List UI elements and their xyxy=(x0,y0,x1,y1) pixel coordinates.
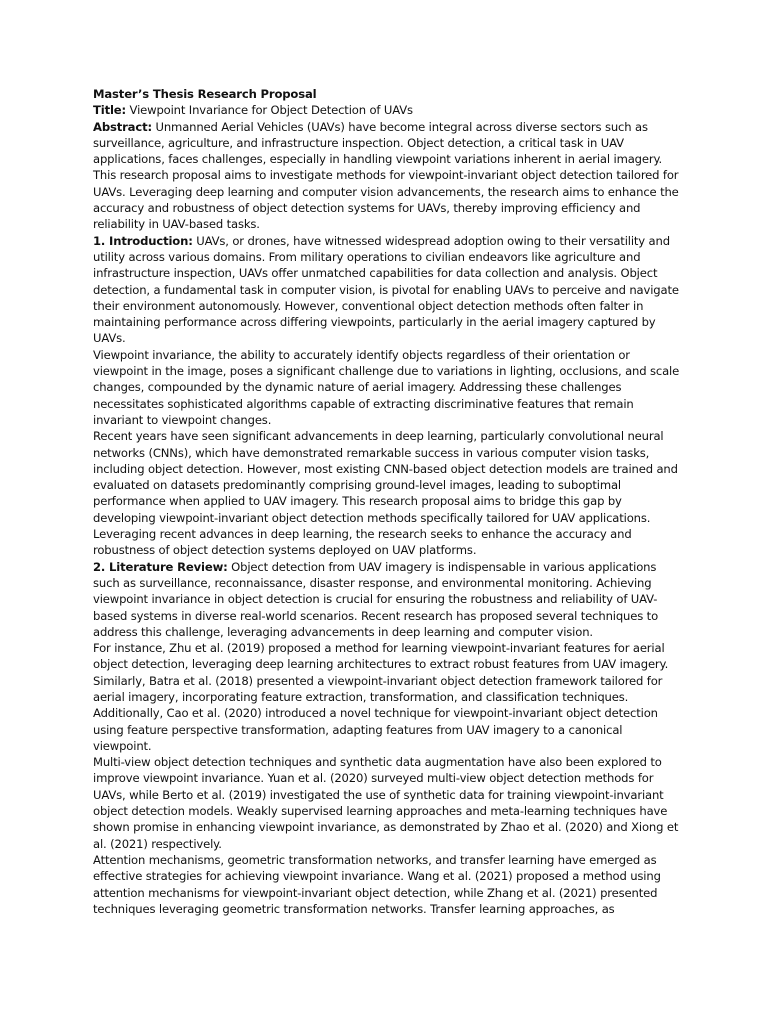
title-text: Viewpoint Invariance for Object Detection of UAVs xyxy=(129,103,413,118)
literature-paragraph-1 xyxy=(93,559,681,640)
abstract-paragraph xyxy=(93,119,681,233)
literature-text-1: Object detection from UAV imagery is indispensable in various applications such as surveillance, reconnaissance, disaster response, and environmental monitoring. Achieving viewpoint invariance in object detection is crucial for ensuring the robustness and reliability of UAV-based systems in diverse real-world scenarios. Recent research has proposed several techniques to address this challenge, leveraging advancements in deep learning and computer vision. xyxy=(93,559,659,639)
literature-paragraph-3: Multi-view object detection techniques and synthetic data augmentation have also been explored to improve viewpoint invariance. Yuan et al. (2020) surveyed multi-view object detection methods for UAVs, while Berto et al. (2019) investigated the use of synthetic data for training viewpoint-invariant object detection models. Weakly supervised learning approaches and meta-learning techniques have shown promise in enhancing viewpoint invariance, as demonstrated by Zhao et al. (2020) and Xiong et al. (2021) respectively. xyxy=(93,755,679,851)
document-page xyxy=(93,86,681,917)
literature-label: 2. Literature Review: xyxy=(93,559,228,574)
title-paragraph xyxy=(93,102,681,118)
title-label: Title: xyxy=(93,103,126,118)
introduction-text-1: UAVs, or drones, have witnessed widespread adoption owing to their versatility and utility across various domains. From military operations to civilian endeavors like agriculture and infrastructure inspection, UAVs offer unmatched capabilities for data collection and analysis. Object detection, a fundamental task in computer vision, is pivotal for enabling UAVs to perceive and navigate their environment autonomously. However, conventional object detection methods often falter in maintaining performance across differing viewpoints, particularly in the aerial imagery captured by UAVs. xyxy=(93,233,679,346)
document-heading: Master’s Thesis Research Proposal xyxy=(93,87,317,101)
introduction-label: 1. Introduction: xyxy=(93,233,193,248)
abstract-text: Unmanned Aerial Vehicles (UAVs) have become integral across diverse sectors such as surveillance, agriculture, and infrastructure inspection. Object detection, a critical task in UAV applications, faces challenges, especially in handling viewpoint variations inherent in aerial imagery. This research proposal aims to investigate methods for viewpoint-invariant object detection tailored for UAVs. Leveraging deep learning and computer vision advancements, the research aims to enhance the accuracy and robustness of object detection systems for UAVs, thereby improving efficiency and reliability in UAV-based tasks. xyxy=(93,119,679,232)
introduction-paragraph-1 xyxy=(93,233,681,347)
introduction-paragraph-2: Viewpoint invariance, the ability to accurately identify objects regardless of their orientation or viewpoint in the image, poses a significant challenge due to variations in lighting, occlusions, and scale changes, compounded by the dynamic nature of aerial imagery. Addressing these challenges necessitates sophisticated algorithms capable of extracting discriminative features that remain invariant to viewpoint changes. xyxy=(93,347,680,427)
introduction-paragraph-3: Recent years have seen significant advancements in deep learning, particularly convolutional neural networks (CNNs), which have demonstrated remarkable success in various computer vision tasks, including object detection. However, most existing CNN-based object detection models are trained and evaluated on datasets predominantly comprising ground-level images, leading to suboptimal performance when applied to UAV imagery. This research proposal aims to bridge this gap by developing viewpoint-invariant object detection methods specifically tailored for UAV applications. Leveraging recent advances in deep learning, the research seeks to enhance the accuracy and robustness of object detection systems deployed on UAV platforms. xyxy=(93,429,678,558)
abstract-label: Abstract: xyxy=(93,119,152,134)
literature-paragraph-4: Attention mechanisms, geometric transformation networks, and transfer learning have emerged as effective strategies for achieving viewpoint invariance. Wang et al. (2021) proposed a method using attention mechanisms for viewpoint-invariant object detection, while Zhang et al. (2021) presented techniques leveraging geometric transformation networks. Transfer learning approaches, as xyxy=(93,852,661,916)
literature-paragraph-2: For instance, Zhu et al. (2019) proposed a method for learning viewpoint-invariant features for aerial object detection, leveraging deep learning architectures to extract robust features from UAV imagery. Similarly, Batra et al. (2018) presented a viewpoint-invariant object detection framework tailored for aerial imagery, incorporating feature extraction, transformation, and classification techniques. Additionally, Cao et al. (2020) introduced a novel technique for viewpoint-invariant object detection using feature perspective transformation, adapting features from UAV imagery to a canonical viewpoint. xyxy=(93,641,669,753)
